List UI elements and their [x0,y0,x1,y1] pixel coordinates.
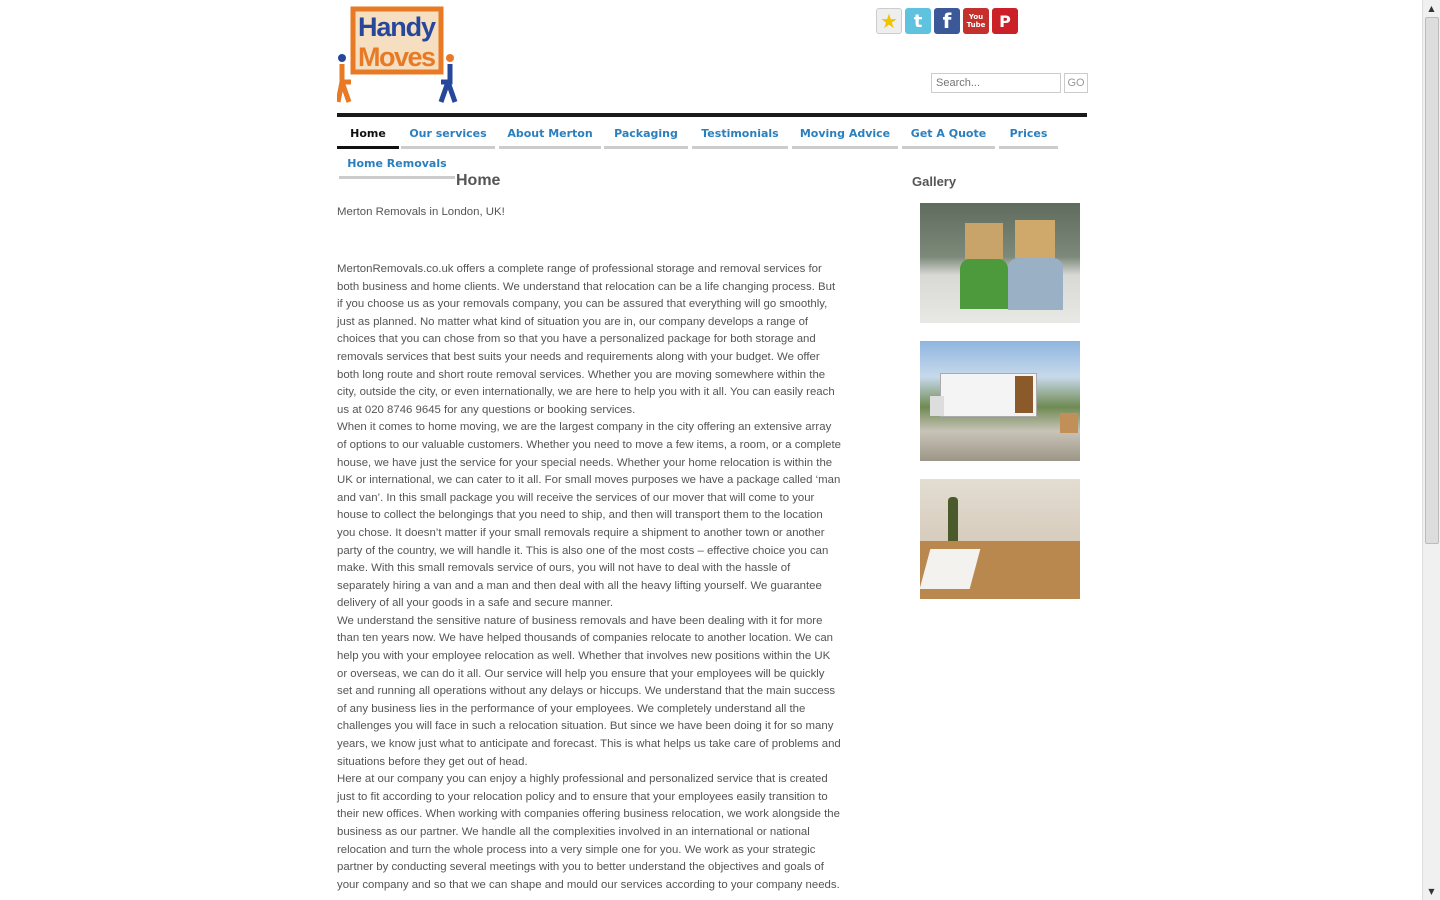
nav-about-merton[interactable]: About Merton [499,118,601,149]
content-paragraph: When it comes to home moving, we are the largest company in the city offering an extensive array of options to our valuable customers. Whether you need to move a few items, a room, or a complete house, we have just the service for your special needs. Whether your home relocation is within the UK or international, we can cater to it all. For small moves purposes we have a package called ‘man and van’. In this small package you will receive the services of our mover that will come to your house to collect the belongings that you need to ship, and then will transport them to the location you chose. It doesn’t matter if your small removals require a shipment to another town or another party of the country, we will handle it. This is also one of the most costs – effective choice you can make. With this small removals service of ours, you will not have to deal with the hassle of separately hiring a van and a man and then deal with all the heavy lifting yourself. We guarantee delivery of all your goods in a safe and secure manner. [337,421,841,610]
content-paragraph: We understand the sensitive nature of business removals and have been dealing with it for more than ten years now. We have helped thousands of companies relocate to another location. We can help you with your employee relocation as well. Whether that involves new positions within the UK or overseas, we can do it all. Our service will help you ensure that your employees will be quickly set and running all operations without any delays or hiccups. We understand that the main success of any business lies in the performance of your employees. We completely understand all the challenges you will face in such a relocation situation. But since we have been doing it for so many years, we know just what to anticipate and forecast. This is what helps us take care of problems and situations before they get out of head. [337,614,841,768]
gallery-image-moving-truck[interactable] [920,341,1080,461]
search-go-button[interactable]: GO [1064,73,1088,93]
search-form [931,73,1088,93]
scroll-up-arrow-icon[interactable]: ▲ [1428,4,1435,13]
content-paragraph: MertonRemovals.co.uk offers a complete range of professional storage and removal services for both business and home clients. We understand that relocation can be a life changing process. But if you choose us as your removals company, you can be assured that everything will go smoothly, just as planned. No matter what kind of situation you are in, our company develops a range of choices that you can chose from so that you have a personalized package for both storage and removals services that best suits your needs and requirements along with your budget. We offer both long route and short route removal services. Whether you are moving somewhere within the city, outside the city, or even internationally, we are here to help you with it all. You can easily reach us at 020 8746 9645 for any questions or booking services. [337,263,836,416]
gallery-title: Gallery [912,174,957,189]
page-title: Home [456,172,501,189]
header-divider [337,113,1087,117]
svg-text:Handy: Handy [358,12,436,42]
main-content [337,261,842,894]
social-links [876,8,1018,34]
twitter-icon[interactable]: t [905,8,931,34]
nav-prices[interactable]: Prices [999,118,1058,149]
favorite-star-icon[interactable]: ★ [876,8,902,34]
content-paragraph: Here at our company you can enjoy a highly professional and personalized service that is created just to fit according to your relocation policy and to ensure that your employees easily transition to their new offices. When working with companies offering business relocation, we work alongside the business as our partner. We handle all the complexities involved in an international or national relocation and turn the whole process into a very simple one for you. We work as your strategic partner by conducting several meetings with you to better understand the objectives and goals of your company and so that we can shape and mould our services according to your company needs. [337,773,840,891]
facebook-icon[interactable]: f [934,8,960,34]
scroll-down-arrow-icon[interactable]: ▼ [1428,887,1435,896]
nav-get-a-quote[interactable]: Get A Quote [902,118,995,149]
nav-home[interactable]: Home [337,118,399,149]
handy-moves-logo[interactable] [337,6,459,106]
pinterest-icon[interactable]: P [992,8,1018,34]
gallery-image-boxes-champagne[interactable] [920,479,1080,599]
scrollbar-thumb[interactable] [1425,17,1439,544]
nav-packaging[interactable]: Packaging [604,118,688,149]
gallery-image-couple-boxes[interactable] [920,203,1080,323]
search-input[interactable] [931,73,1061,93]
page-intro: Merton Removals in London, UK! [337,206,505,218]
youtube-icon[interactable]: You Tube [963,8,989,34]
vertical-scrollbar[interactable] [1422,0,1440,900]
nav-moving-advice[interactable]: Moving Advice [792,118,898,149]
nav-our-services[interactable]: Our services [401,118,495,149]
nav-testimonials[interactable]: Testimonials [692,118,788,149]
nav-home-removals[interactable]: Home Removals [339,148,455,179]
svg-text:Moves: Moves [358,42,436,72]
